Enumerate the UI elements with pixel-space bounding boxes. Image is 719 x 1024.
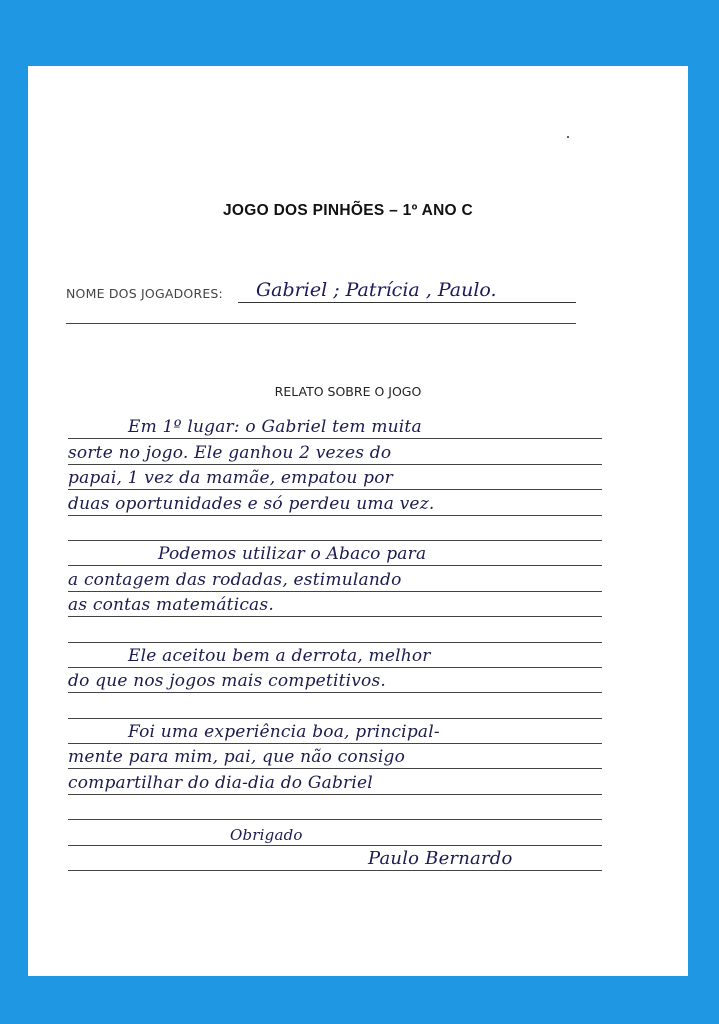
report-line <box>68 592 602 617</box>
handwritten-text: a contagem das rodadas, estimulando <box>68 569 402 590</box>
ink-speck <box>567 136 569 138</box>
handwritten-text: as contas matemáticas. <box>68 595 274 616</box>
players-underline <box>238 302 576 303</box>
page-title: JOGO DOS PINHÕES – 1º ANO C <box>222 202 474 219</box>
handwritten-text: mente para mim, pai, que não consigo <box>68 747 406 768</box>
report-line <box>68 541 602 566</box>
report-line <box>68 846 602 871</box>
report-line <box>68 693 602 718</box>
handwritten-text: Em 1º lugar: o Gabriel tem muita <box>128 417 422 438</box>
closing-thanks: Obrigado <box>230 825 303 844</box>
report-line <box>68 744 602 769</box>
players-names: Gabriel ; Patrícia , Paulo. <box>256 279 497 301</box>
report-line <box>68 795 602 820</box>
report-line <box>68 439 602 464</box>
handwritten-text: Ele aceitou bem a derrota, melhor <box>128 645 431 666</box>
report-line <box>68 719 602 744</box>
report-line <box>68 414 602 439</box>
signature: Paulo Bernardo <box>368 848 513 870</box>
report-line <box>68 566 602 591</box>
handwritten-text: sorte no jogo. Ele ganhou 2 vezes do <box>68 442 392 463</box>
report-lines <box>68 414 602 871</box>
report-line <box>68 516 602 541</box>
report-line <box>68 668 602 693</box>
handwritten-text: compartilhar do dia-dia do Gabriel <box>68 772 373 793</box>
players-row <box>66 279 576 303</box>
handwritten-text: duas oportunidades e só perdeu uma vez. <box>68 493 435 514</box>
handwritten-text: do que nos jogos mais competitivos. <box>68 671 387 692</box>
report-title: RELATO SOBRE O JOGO <box>274 384 422 399</box>
players-second-line <box>66 323 576 324</box>
paper-sheet <box>28 66 688 976</box>
report-line <box>68 769 602 794</box>
report-line <box>68 465 602 490</box>
report-line <box>68 490 602 515</box>
handwritten-text: papai, 1 vez da mamãe, empatou por <box>68 468 393 489</box>
report-line <box>68 617 602 642</box>
report-line <box>68 643 602 668</box>
report-line <box>68 820 602 845</box>
players-label: NOME DOS JOGADORES: <box>66 286 223 301</box>
handwritten-text: Foi uma experiência boa, principal- <box>128 722 440 743</box>
handwritten-text: Podemos utilizar o Abaco para <box>158 544 427 565</box>
